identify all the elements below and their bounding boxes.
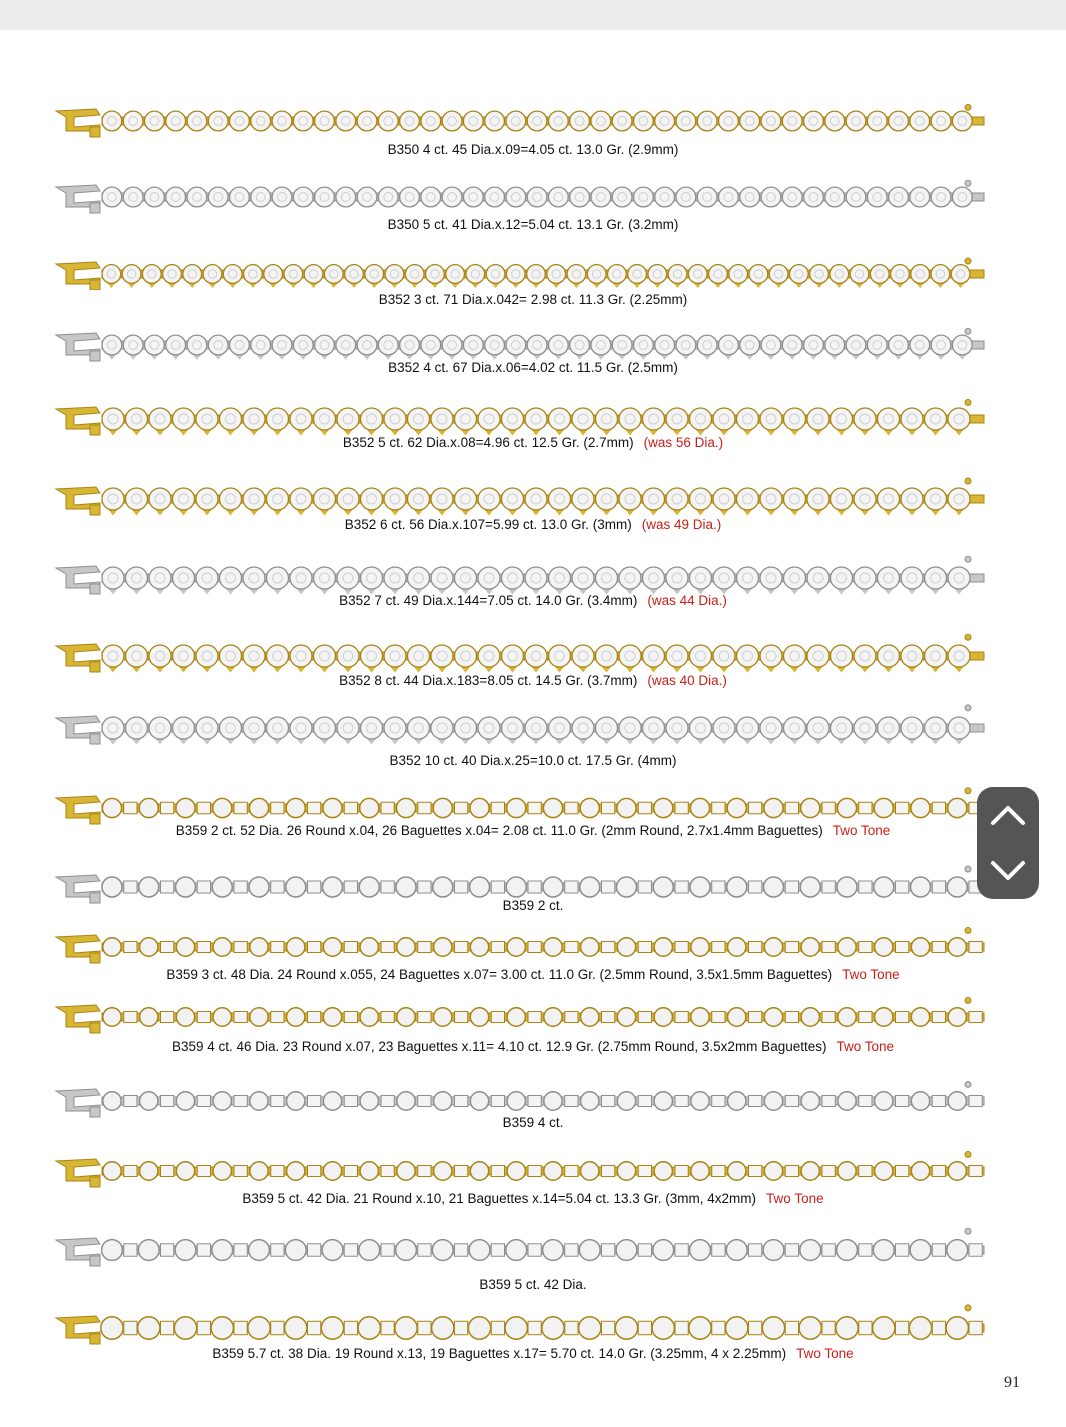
bracelet-caption <box>0 967 1066 982</box>
scroll-down-button[interactable] <box>977 843 1039 899</box>
bracelet-image <box>52 1146 992 1192</box>
bracelet-image <box>52 100 992 138</box>
bracelet-caption <box>0 1277 1066 1292</box>
bracelet-caption <box>0 593 1066 608</box>
caption-text: B350 5 ct. 41 Dia.x.12=5.04 ct. 13.1 Gr. (3.2mm) <box>387 217 679 232</box>
caption-text: B359 5 ct. 42 Dia. 21 Round x.10, 21 Baguettes x.14=5.04 ct. 13.3 Gr. (3mm, 4x2mm) <box>242 1191 757 1206</box>
bracelet-caption <box>0 292 1066 307</box>
catalog-page <box>0 30 1066 1427</box>
bracelet-image <box>52 254 992 290</box>
bracelet-caption <box>0 217 1066 232</box>
bracelet-image <box>52 922 992 968</box>
caption-text: B359 4 ct. <box>502 1115 564 1130</box>
caption-note: (was 44 Dia.) <box>647 593 727 608</box>
caption-text: B352 7 ct. 49 Dia.x.144=7.05 ct. 14.0 Gr. (3.4mm) <box>339 593 638 608</box>
bracelet-caption <box>0 898 1066 913</box>
bracelet-image <box>52 1222 992 1274</box>
bracelet-image <box>52 324 992 362</box>
caption-text: B359 2 ct. <box>502 898 564 913</box>
caption-note: (was 56 Dia.) <box>643 435 724 450</box>
bracelet-caption <box>0 517 1066 532</box>
caption-note: (was 49 Dia.) <box>641 517 722 532</box>
bracelet-image <box>52 992 992 1038</box>
bracelet-caption <box>0 435 1066 450</box>
scroll-up-button[interactable] <box>977 787 1039 843</box>
caption-note: (was 40 Dia.) <box>647 673 727 688</box>
caption-text: B352 10 ct. 40 Dia.x.25=10.0 ct. 17.5 Gr. (4mm) <box>389 753 677 768</box>
bracelet-caption <box>0 1191 1066 1206</box>
bracelet-image <box>52 472 992 522</box>
caption-text: B359 4 ct. 46 Dia. 23 Round x.07, 23 Baguettes x.11= 4.10 ct. 12.9 Gr. (2.75mm Round, 3.5x2mm Baguettes) <box>171 1039 827 1054</box>
scroll-controls <box>977 787 1039 899</box>
caption-text: B352 4 ct. 67 Dia.x.06=4.02 ct. 11.5 Gr. (2.5mm) <box>388 360 678 375</box>
caption-note: Two Tone <box>796 1346 854 1361</box>
chevron-down-icon <box>990 860 1026 882</box>
caption-text: B352 8 ct. 44 Dia.x.183=8.05 ct. 14.5 Gr. (3.7mm) <box>339 673 638 688</box>
bracelet-caption <box>0 142 1066 157</box>
bracelet-caption <box>0 1346 1066 1361</box>
caption-note: Two Tone <box>836 1039 895 1054</box>
bracelet-image <box>52 698 992 754</box>
caption-text: B359 5.7 ct. 38 Dia. 19 Round x.13, 19 Baguettes x.17= 5.70 ct. 14.0 Gr. (3.25mm, 4 x 2.25mm) <box>212 1346 787 1361</box>
bracelet-caption <box>0 1115 1066 1130</box>
caption-note: Two Tone <box>832 823 891 838</box>
caption-text: B359 5 ct. 42 Dia. <box>479 1277 587 1292</box>
bracelet-caption <box>0 673 1066 688</box>
caption-text: B359 3 ct. 48 Dia. 24 Round x.055, 24 Baguettes x.07= 3.00 ct. 11.0 Gr. (2.5mm Round, 3.5x1.5mm Baguettes) <box>166 967 833 982</box>
caption-note: Two Tone <box>842 967 900 982</box>
bracelet-caption <box>0 753 1066 768</box>
chevron-up-icon <box>990 804 1026 826</box>
page-number: 91 <box>1004 1374 1020 1391</box>
bracelet-image <box>52 394 992 440</box>
bracelet-image <box>52 176 992 214</box>
caption-text: B359 2 ct. 52 Dia. 26 Round x.04, 26 Baguettes x.04= 2.08 ct. 11.0 Gr. (2mm Round, 2.7x1.4mm Baguettes) <box>175 823 823 838</box>
caption-text: B352 5 ct. 62 Dia.x.08=4.96 ct. 12.5 Gr. (2.7mm) <box>342 435 634 450</box>
caption-text: B350 4 ct. 45 Dia.x.09=4.05 ct. 13.0 Gr. (2.9mm) <box>387 142 679 157</box>
bracelet-caption <box>0 823 1066 838</box>
caption-text: B352 3 ct. 71 Dia.x.042= 2.98 ct. 11.3 Gr. (2.25mm) <box>378 292 688 307</box>
bracelet-caption <box>0 1039 1066 1054</box>
bracelet-caption <box>0 360 1066 375</box>
caption-text: B352 6 ct. 56 Dia.x.107=5.99 ct. 13.0 Gr. (3mm) <box>344 517 632 532</box>
caption-note: Two Tone <box>766 1191 824 1206</box>
